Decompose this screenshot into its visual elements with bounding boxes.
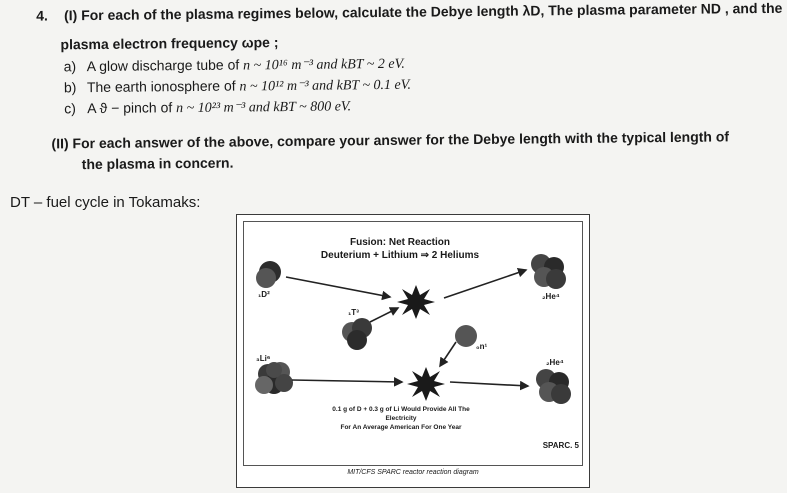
tritium-nucleus — [342, 318, 372, 350]
label-tritium: ₁T³ — [348, 308, 359, 317]
fusion-burst-top — [397, 285, 435, 319]
label-lithium: ₃Li⁶ — [256, 354, 271, 363]
label-neutron: ₀n¹ — [476, 342, 488, 351]
item-text: A ϑ − pinch of — [87, 99, 177, 117]
diagram-title-line-2: Deuterium + Lithium ⇒ 2 Heliums — [320, 250, 480, 261]
diagram-title — [310, 236, 490, 262]
part2-line-1: (II) For each answer of the above, compare your answer for the Debye length with the typical length of — [51, 128, 730, 152]
diagram-note — [316, 405, 486, 432]
item-a — [64, 55, 405, 77]
lithium-nucleus — [255, 362, 293, 394]
item-b — [64, 76, 411, 98]
part2-line-2: the plasma in concern. — [81, 154, 234, 173]
question-line-2: plasma electron frequency ωpe ; — [60, 34, 279, 53]
label-deuterium: ₁D² — [258, 290, 270, 299]
item-c — [64, 97, 351, 118]
diagram-note-line-2: For An Average American For One Year — [340, 424, 462, 431]
item-label: c) — [64, 100, 76, 117]
question-number: 4. — [36, 7, 48, 24]
sparc-label: SPARC. 5 — [542, 441, 579, 450]
question-header — [36, 0, 782, 24]
item-label: a) — [63, 58, 77, 75]
item-label: b) — [63, 79, 77, 96]
fusion-diagram — [236, 214, 590, 488]
diagram-note-line-1: 0.1 g of D + 0.3 g of Li Would Provide All The Electricity — [332, 406, 470, 422]
diagram-caption: MIT/CFS SPARC reactor reaction diagram — [347, 469, 479, 476]
label-helium-bottom: ₂He⁴ — [546, 358, 564, 367]
item-math: n ~ 10¹² m⁻³ and kBT ~ 0.1 eV. — [239, 77, 412, 95]
helium-nucleus-top — [531, 254, 566, 289]
label-helium-top: ₂He⁴ — [542, 292, 560, 301]
diagram-title-line-1: Fusion: Net Reaction — [349, 237, 450, 248]
item-text: A glow discharge tube of — [86, 56, 244, 75]
item-math: n ~ 10¹⁶ m⁻³ and kBT ~ 2 eV. — [243, 56, 405, 74]
diagram-panel — [243, 221, 583, 466]
question-line-1: (I) For each of the plasma regimes below, calculate the Debye length λD, The plasma parameter ND , and the — [63, 0, 783, 24]
helium-nucleus-bottom — [536, 369, 571, 404]
fusion-burst-bottom — [407, 367, 445, 401]
item-math: n ~ 10²³ m⁻³ and kBT ~ 800 eV. — [176, 99, 352, 117]
item-text: The earth ionosphere of — [86, 77, 240, 96]
deuterium-nucleus — [256, 261, 281, 288]
neutron-particle — [455, 325, 477, 347]
dt-heading: DT – fuel cycle in Tokamaks: — [10, 194, 201, 211]
